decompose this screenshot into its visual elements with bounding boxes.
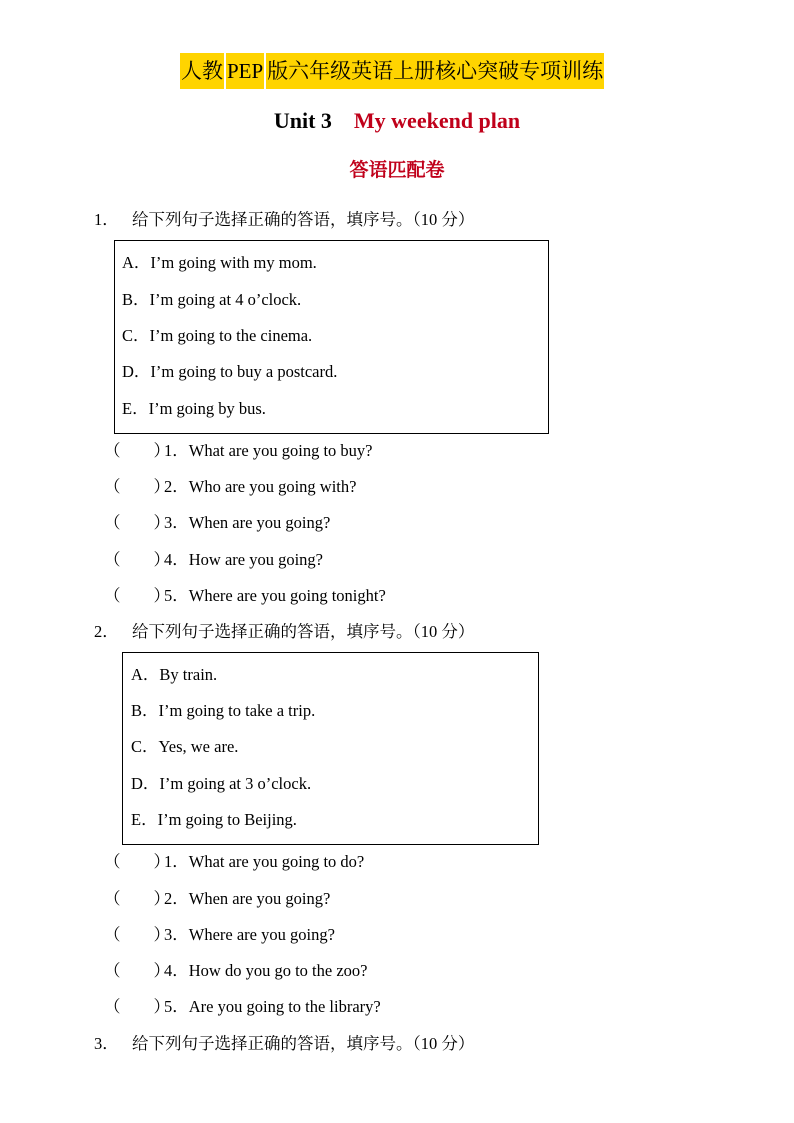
- instruction-text: 给下列句子选择正确的答语，填序号。（10 分）: [132, 1034, 475, 1053]
- answer-blank[interactable]: （ ）: [104, 477, 170, 496]
- option: D．I’m going to buy a postcard.: [122, 362, 338, 381]
- question-text: 3．Where are you going?: [164, 925, 335, 944]
- question-text: 2．When are you going?: [164, 889, 331, 908]
- option: C．I’m going to the cinema.: [122, 326, 313, 345]
- option: B．I’m going at 4 o’clock.: [122, 290, 302, 309]
- section-number: 3．: [94, 1034, 119, 1053]
- question-item: [104, 437, 373, 461]
- banner-word: 版六年级英语上册核心突破专项训练: [266, 53, 604, 89]
- question-item: [104, 885, 330, 909]
- answer-blank[interactable]: （ ）: [104, 550, 170, 569]
- question-text: 4．How are you going?: [164, 550, 324, 569]
- question-item: [104, 509, 330, 533]
- question-item: [104, 473, 356, 497]
- answer-blank[interactable]: （ ）: [104, 513, 170, 532]
- section-instruction: [94, 618, 474, 642]
- instruction-text: 给下列句子选择正确的答语，填序号。（10 分）: [132, 210, 475, 229]
- answer-blank[interactable]: （ ）: [104, 925, 170, 944]
- unit-subtitle: My weekend plan: [353, 108, 521, 133]
- section-instruction: [94, 1030, 474, 1054]
- question-text: 1．What are you going to do?: [164, 852, 365, 871]
- instruction-text: 给下列句子选择正确的答语，填序号。（10 分）: [132, 622, 475, 641]
- question-text: 3．When are you going?: [164, 513, 331, 532]
- section-instruction: [94, 206, 474, 230]
- answer-blank[interactable]: （ ）: [104, 889, 170, 908]
- section-number: 1．: [94, 210, 119, 229]
- question-item: [104, 921, 335, 945]
- answer-blank[interactable]: （ ）: [104, 961, 170, 980]
- answer-blank[interactable]: （ ）: [104, 852, 170, 871]
- option: E．I’m going by bus.: [122, 399, 266, 418]
- question-text: 1．What are you going to buy?: [164, 441, 373, 460]
- question-item: [104, 993, 381, 1017]
- series-banner: [180, 53, 604, 89]
- option: A．I’m going with my mom.: [122, 253, 317, 272]
- unit-heading: [0, 108, 794, 134]
- question-item: [104, 582, 386, 606]
- unit-label: Unit 3: [273, 108, 332, 133]
- section-number: 2．: [94, 622, 119, 641]
- question-text: 2．Who are you going with?: [164, 477, 357, 496]
- question-text: 4．How do you go to the zoo?: [164, 961, 368, 980]
- option: D．I’m going at 3 o’clock.: [131, 774, 312, 793]
- question-item: [104, 957, 367, 981]
- banner-word: PEP: [226, 53, 264, 89]
- banner-word: 人教: [180, 53, 224, 89]
- answer-blank[interactable]: （ ）: [104, 997, 170, 1016]
- option: B．I’m going to take a trip.: [131, 701, 316, 720]
- answer-blank[interactable]: （ ）: [104, 441, 170, 460]
- question-text: 5．Are you going to the library?: [164, 997, 381, 1016]
- paper-title: 答语匹配卷: [349, 160, 445, 181]
- question-item: [104, 848, 364, 872]
- option: C．Yes, we are.: [131, 737, 239, 756]
- option: A．By train.: [131, 665, 218, 684]
- option: E．I’m going to Beijing.: [131, 810, 297, 829]
- question-text: 5．Where are you going tonight?: [164, 586, 386, 605]
- question-item: [104, 546, 323, 570]
- answer-blank[interactable]: （ ）: [104, 586, 170, 605]
